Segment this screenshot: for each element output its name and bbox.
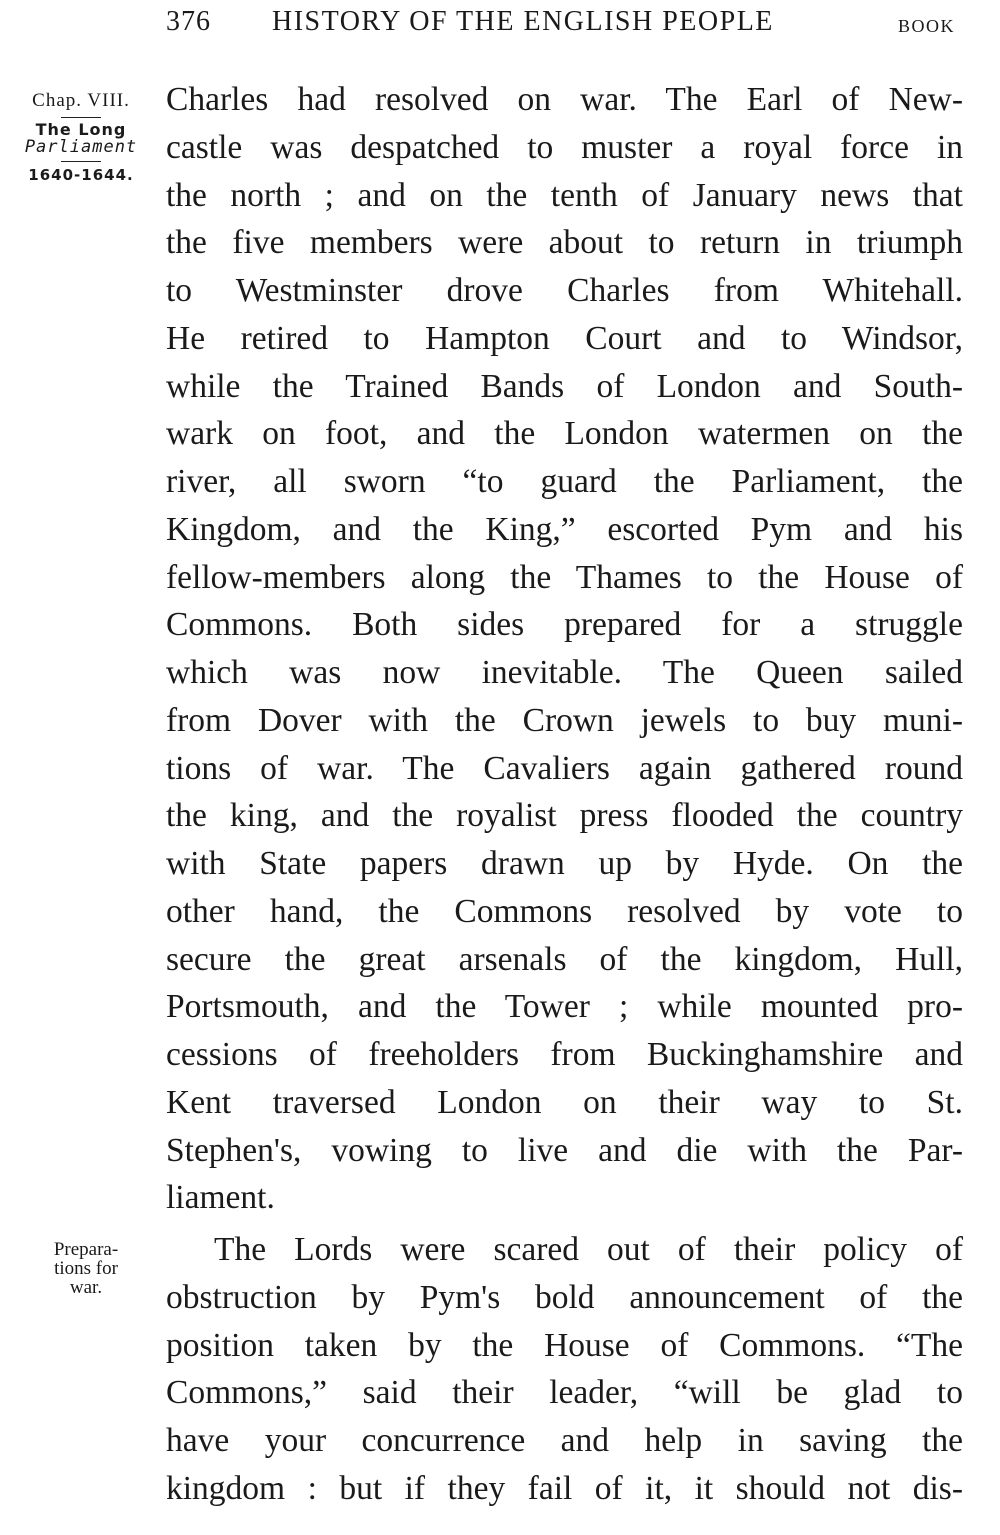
- running-title: HISTORY OF THE ENGLISH PEOPLE: [272, 6, 774, 37]
- text-line: cessions of freeholders from Buckinghamshire and: [166, 1036, 963, 1073]
- text-line: fellow-members along the Thames to the House of: [166, 558, 963, 596]
- text-line: tions of war. The Cavaliers again gathered round: [166, 749, 963, 787]
- text-line: the north ; and on the tenth of January news that: [166, 176, 963, 214]
- text-line: liament.: [166, 1179, 275, 1217]
- margin-rule-bottom: [61, 161, 101, 162]
- margin-chapter-heading: [6, 90, 156, 184]
- margin-date-range: 1640-1644.: [28, 166, 134, 184]
- text-line: Kent traversed London on their way to St.: [166, 1083, 963, 1121]
- margin-note-line: war.: [69, 1277, 103, 1298]
- text-line: Commons. Both sides prepared for a struggle: [166, 606, 963, 644]
- text-line: wark on foot, and the London watermen on the: [166, 415, 963, 453]
- text-line: from Dover with the Crown jewels to buy muni-: [166, 701, 963, 739]
- margin-rule-top: [61, 117, 101, 118]
- margin-topic-line-1: The Long: [35, 120, 127, 139]
- text-line: the five members were about to return in triumph: [166, 224, 963, 262]
- text-line: river, all sworn “to guard the Parliament, the: [166, 463, 963, 500]
- text-line: while the Trained Bands of London and South-: [166, 367, 963, 405]
- paragraph-2: [166, 1226, 963, 1513]
- text-line: with State papers drawn up by Hyde. On the: [166, 845, 963, 882]
- paragraph-1: [166, 76, 963, 1222]
- text-line: castle was despatched to muster a royal force in: [166, 128, 963, 166]
- margin-note-preparations: [26, 1240, 146, 1297]
- text-line: He retired to Hampton Court and to Windsor,: [166, 319, 963, 357]
- text-line: The Lords were scared out of their policy of: [214, 1231, 963, 1268]
- page-number: 376: [166, 6, 211, 37]
- text-line: which was now inevitable. The Queen sailed: [166, 654, 963, 691]
- running-head: [0, 6, 1000, 46]
- margin-note-line: Prepara-: [53, 1239, 119, 1260]
- text-line: Kingdom, and the King,” escorted Pym and his: [166, 510, 963, 548]
- text-line: Portsmouth, and the Tower ; while mounted pro-: [166, 988, 963, 1026]
- margin-note-line: tions for: [54, 1258, 118, 1279]
- chapter-label: Chap. VIII.: [32, 90, 130, 111]
- margin-topic-line-2: Parliament: [24, 137, 138, 157]
- book-label: BOOK: [898, 16, 956, 36]
- text-line: to Westminster drove Charles from Whitehall.: [166, 272, 963, 309]
- text-line: Commons,” said their leader, “will be glad to: [166, 1374, 963, 1412]
- text-line: secure the great arsenals of the kingdom, Hull,: [166, 940, 963, 978]
- text-line: Stephen's, vowing to live and die with the Par-: [166, 1131, 963, 1169]
- text-line: kingdom : but if they fail of it, it should not dis-: [166, 1469, 963, 1507]
- text-line: other hand, the Commons resolved by vote to: [166, 892, 963, 930]
- text-line: position taken by the House of Commons. “The: [166, 1326, 963, 1364]
- text-line: have your concurrence and help in saving the: [166, 1422, 963, 1459]
- text-line: obstruction by Pym's bold announcement of the: [166, 1278, 963, 1316]
- text-line: Charles had resolved on war. The Earl of New-: [166, 81, 963, 118]
- text-line: the king, and the royalist press flooded the country: [166, 797, 963, 835]
